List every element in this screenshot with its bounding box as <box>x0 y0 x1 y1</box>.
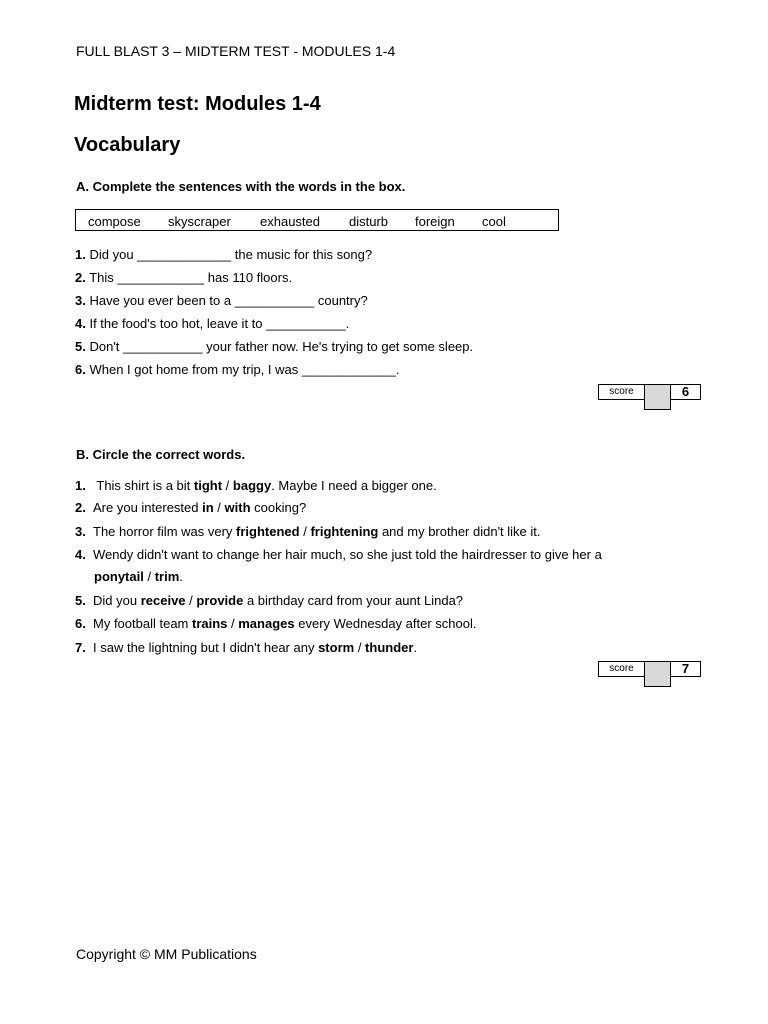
word-box-item: foreign <box>415 214 455 229</box>
option-separator: / <box>222 478 233 493</box>
option-separator: / <box>185 593 197 608</box>
score-max: 7 <box>670 661 701 677</box>
part-a-instruction: A. Complete the sentences with the words in the box. <box>76 179 406 194</box>
option-1[interactable]: frightened <box>236 524 300 539</box>
option-1[interactable]: tight <box>193 478 223 493</box>
part-a-item <box>75 293 368 308</box>
item-number: 1. <box>75 247 86 262</box>
item-number: 3. <box>75 524 86 539</box>
item-text: This ____________ has 110 floors. <box>89 270 293 285</box>
item-text-end: . <box>179 569 183 584</box>
part-b-item <box>75 616 476 631</box>
item-number: 5. <box>75 339 86 354</box>
item-text-end: every Wednesday after school. <box>294 616 477 631</box>
part-a-item <box>75 316 349 331</box>
part-b-item <box>75 640 417 655</box>
score-max: 6 <box>670 384 701 400</box>
item-number: 4. <box>75 547 86 562</box>
item-number: 2. <box>75 270 86 285</box>
option-separator: / <box>354 640 366 655</box>
item-number: 3. <box>75 293 86 308</box>
item-text: The horror film was very <box>93 524 237 539</box>
item-text-end: . <box>413 640 418 655</box>
item-text: My football team <box>93 616 192 631</box>
page-title: Midterm test: Modules 1-4 <box>74 93 321 115</box>
word-box-item: cool <box>482 214 506 229</box>
option-1[interactable]: in <box>202 500 214 515</box>
item-text: I saw the lightning but I didn't hear any <box>93 640 319 655</box>
score-label: score <box>598 661 645 677</box>
word-box <box>75 209 559 231</box>
option-2[interactable]: trim <box>154 569 180 584</box>
score-box-a <box>598 384 701 410</box>
option-1[interactable]: ponytail <box>94 569 144 584</box>
option-2[interactable]: frightening <box>310 524 379 539</box>
item-text: Did you _____________ the music for this song? <box>89 247 373 262</box>
item-text: Are you interested <box>93 500 203 515</box>
item-text-end: . Maybe I need a bigger one. <box>271 478 437 493</box>
option-1[interactable]: trains <box>192 616 228 631</box>
option-separator: / <box>213 500 225 515</box>
copyright-footer: Copyright © MM Publications <box>76 946 257 962</box>
part-a-item <box>75 270 292 285</box>
item-number: 5. <box>75 593 86 608</box>
item-text: Have you ever been to a ___________ country? <box>89 293 368 308</box>
option-1[interactable]: receive <box>140 593 186 608</box>
item-number: 4. <box>75 316 86 331</box>
word-box-item: disturb <box>349 214 389 229</box>
score-input[interactable] <box>644 384 671 410</box>
item-text: Wendy didn't want to change her hair much, so she just told the hairdresser to give her a <box>93 547 602 562</box>
item-text-end: cooking? <box>250 500 307 515</box>
item-text: Did you <box>93 593 141 608</box>
word-box-item: skyscraper <box>168 214 231 229</box>
part-b-item <box>75 593 463 608</box>
item-number: 7. <box>75 640 86 655</box>
part-b-item <box>75 547 602 584</box>
part-b-item <box>75 500 306 515</box>
part-b-instruction: B. Circle the correct words. <box>76 447 246 462</box>
page-header: FULL BLAST 3 – MIDTERM TEST - MODULES 1-4 <box>76 43 396 59</box>
item-number: 1. <box>75 478 86 493</box>
item-text: If the food's too hot, leave it to ___________. <box>89 316 350 331</box>
part-b-item <box>75 478 437 493</box>
option-2[interactable]: baggy <box>232 478 272 493</box>
option-separator: / <box>143 569 155 584</box>
option-2[interactable]: thunder <box>365 640 414 655</box>
item-number: 6. <box>75 616 86 631</box>
option-2[interactable]: manages <box>238 616 295 631</box>
option-2[interactable]: with <box>224 500 251 515</box>
word-box-item: exhausted <box>260 214 320 229</box>
score-box-b <box>598 661 701 687</box>
score-label: score <box>598 384 645 400</box>
option-separator: / <box>299 524 311 539</box>
word-box-item: compose <box>88 214 141 229</box>
part-a-item <box>75 247 372 262</box>
option-1[interactable]: storm <box>318 640 355 655</box>
item-text: When I got home from my trip, I was _____________. <box>89 362 400 377</box>
item-number: 2. <box>75 500 86 515</box>
part-a-item <box>75 362 399 377</box>
item-text: Don't ___________ your father now. He's trying to get some sleep. <box>89 339 474 354</box>
item-text-end: a birthday card from your aunt Linda? <box>243 593 464 608</box>
option-separator: / <box>227 616 239 631</box>
score-input[interactable] <box>644 661 671 687</box>
item-text: This shirt is a bit <box>93 478 194 493</box>
option-2[interactable]: provide <box>196 593 244 608</box>
part-a-item <box>75 339 473 354</box>
item-number: 6. <box>75 362 86 377</box>
item-text-end: and my brother didn't like it. <box>378 524 541 539</box>
part-b-item <box>75 524 541 539</box>
section-title: Vocabulary <box>74 134 181 156</box>
